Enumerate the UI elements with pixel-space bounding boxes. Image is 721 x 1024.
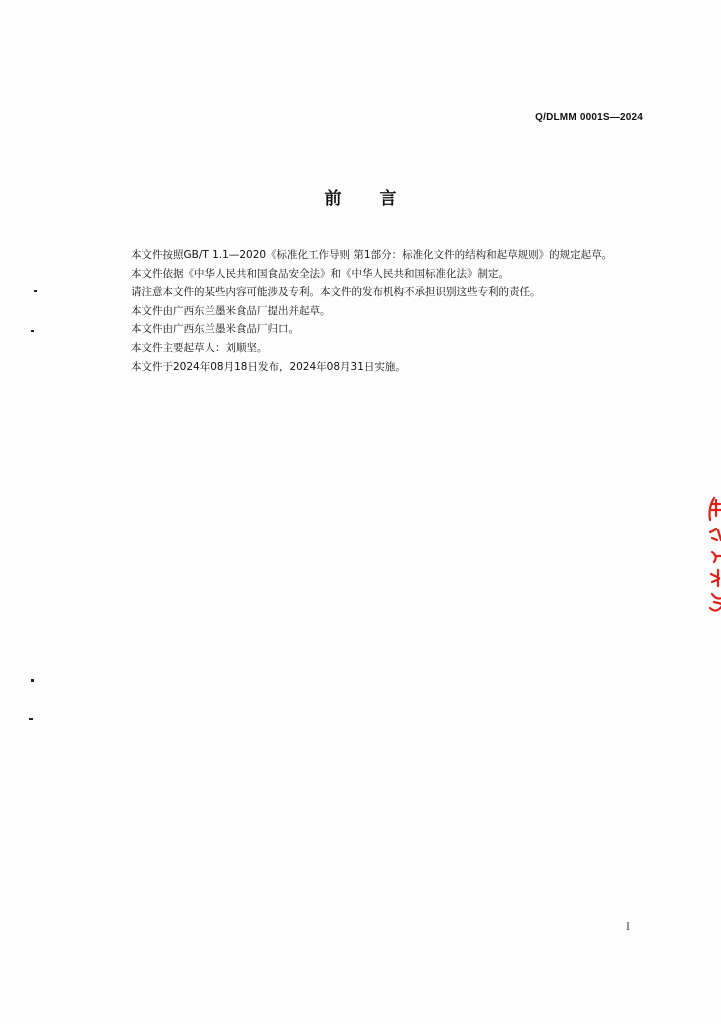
paragraph-jurisdiction: 本文件由广西东兰墨米食品厂归口。: [131, 323, 299, 336]
paragraph-dates: 本文件于2024年08月18日发布，2024年08月31日实施。: [131, 360, 406, 373]
scan-speck: [31, 330, 34, 332]
scan-speck: [34, 290, 37, 292]
paragraph-proposer: 本文件由广西东兰墨米食品厂提出并起草。: [131, 304, 331, 317]
paragraph-drafter: 本文件主要起草人：刘顺坚。: [131, 341, 268, 354]
scan-speck: [29, 718, 33, 720]
paragraph-legal-basis: 本文件依据《中华人民共和国食品安全法》和《中华人民共和国标准化法》制定。: [131, 267, 509, 280]
page-title: 前言: [324, 189, 435, 209]
scan-speck: [31, 679, 34, 682]
page-number: I: [626, 922, 630, 933]
paragraph-patent-notice: 请注意本文件的某些内容可能涉及专利。本文件的发布机构不承担识别这些专利的责任。: [131, 286, 541, 299]
red-seal-stamp-icon: [700, 490, 721, 620]
document-code: Q/DLMM 0001S—2024: [535, 112, 643, 123]
foreword-body: [110, 246, 644, 376]
paragraph-drafting-rules: 本文件按照GB/T 1.1—2020《标准化工作导则 第1部分：标准化文件的结构和起草规则》的规定起草。: [131, 249, 613, 261]
